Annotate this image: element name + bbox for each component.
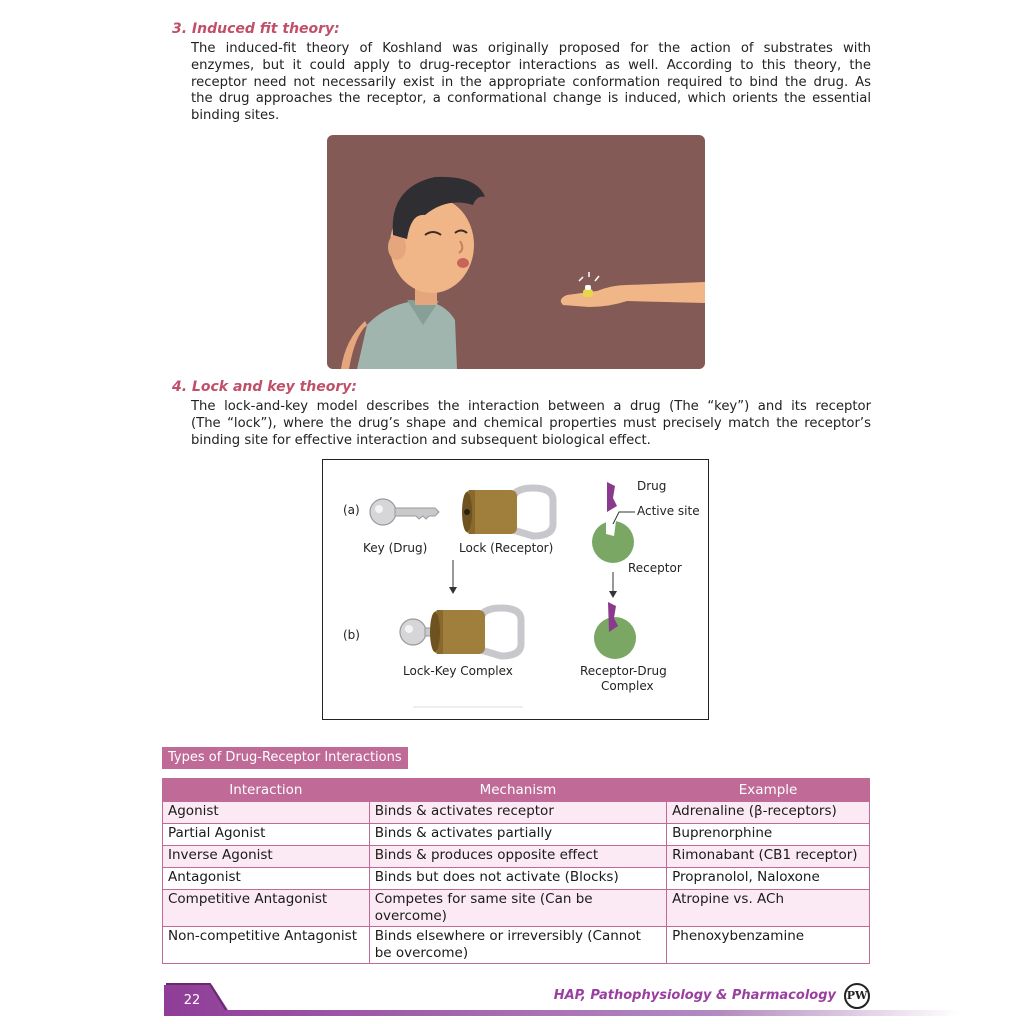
padlock-icon bbox=[462, 488, 553, 536]
text-line: the drug approaches the receptor, a conformational change is induced, which orients the essential bbox=[191, 91, 871, 107]
table-row bbox=[163, 824, 870, 846]
text-line: binding site for effective interaction and subsequent biological effect. bbox=[191, 432, 651, 448]
arrow-down-icon bbox=[609, 572, 617, 598]
paragraph-lock-and-key bbox=[191, 399, 871, 449]
label-a: (a) bbox=[343, 503, 360, 517]
table-cell: Atropine vs. ACh bbox=[667, 890, 870, 927]
lock-and-key-diagram bbox=[322, 459, 709, 720]
table-cell: Antagonist bbox=[163, 868, 370, 890]
label-receptor-drug-complex-line2: Complex bbox=[601, 679, 654, 693]
paragraph-induced-fit bbox=[191, 41, 871, 125]
table-cell: Binds elsewhere or irreversibly (Cannot be overcome) bbox=[369, 927, 666, 964]
label-drug: Drug bbox=[637, 479, 667, 493]
key-icon bbox=[370, 499, 439, 525]
label-active-site: Active site bbox=[637, 504, 700, 518]
table-row bbox=[163, 846, 870, 868]
arrow-down-icon bbox=[449, 560, 457, 594]
receptor-shape bbox=[592, 521, 634, 563]
receptor-drug-complex-shape bbox=[594, 602, 636, 659]
table-cell: Partial Agonist bbox=[163, 824, 370, 846]
label-key-drug: Key (Drug) bbox=[363, 541, 428, 555]
text-line: receptor need not necessarily exist in the appropriate conformation required to bind the drug. As bbox=[191, 74, 871, 90]
label-b: (b) bbox=[343, 628, 360, 642]
text-line: (The “lock”), where the drug’s shape and chemical properties must precisely match the receptor’s bbox=[191, 415, 871, 431]
footer-band bbox=[0, 980, 1024, 1024]
table-cell: Competitive Antagonist bbox=[163, 890, 370, 927]
table-cell: Binds & produces opposite effect bbox=[369, 846, 666, 868]
pw-logo-icon: PW bbox=[844, 983, 870, 1009]
label-lock-key-complex: Lock-Key Complex bbox=[403, 664, 513, 678]
table-cell: Binds & activates partially bbox=[369, 824, 666, 846]
book-title: HAP, Pathophysiology & Pharmacology bbox=[553, 988, 836, 1003]
column-header: Example bbox=[667, 779, 870, 802]
table-cell: Propranolol, Naloxone bbox=[667, 868, 870, 890]
table-cell: Binds & activates receptor bbox=[369, 802, 666, 824]
column-header: Mechanism bbox=[369, 779, 666, 802]
label-receptor-drug-complex: Receptor-Drug bbox=[580, 664, 667, 678]
table-cell: Inverse Agonist bbox=[163, 846, 370, 868]
page-number: 22 bbox=[183, 993, 201, 1008]
label-lock-receptor: Lock (Receptor) bbox=[459, 541, 554, 555]
text-line: binding sites. bbox=[191, 108, 280, 124]
section-title-lock-and-key: 4. Lock and key theory: bbox=[172, 379, 357, 395]
table-row bbox=[163, 927, 870, 964]
table-cell: Phenoxybenzamine bbox=[667, 927, 870, 964]
induced-fit-illustration bbox=[327, 135, 705, 369]
table-cell: Competes for same site (Can be overcome) bbox=[369, 890, 666, 927]
cartoon-man-with-pill-illustration bbox=[327, 135, 705, 369]
text-line: The lock-and-key model describes the interaction between a drug (The “key”) and its receptor bbox=[191, 399, 871, 414]
table-cell: Non-competitive Antagonist bbox=[163, 927, 370, 964]
label-receptor: Receptor bbox=[628, 561, 682, 575]
table-row bbox=[163, 868, 870, 890]
table-cell: Agonist bbox=[163, 802, 370, 824]
table-cell: Rimonabant (CB1 receptor) bbox=[667, 846, 870, 868]
table-cell: Adrenaline (β-receptors) bbox=[667, 802, 870, 824]
table-row bbox=[163, 890, 870, 927]
table-caption: Types of Drug-Receptor Interactions bbox=[162, 747, 408, 769]
text-line: The induced-fit theory of Koshland was originally proposed for the action of substrates with bbox=[191, 41, 871, 56]
section-title-induced-fit: 3. Induced fit theory: bbox=[172, 21, 340, 37]
table-cell: Buprenorphine bbox=[667, 824, 870, 846]
table-row bbox=[163, 802, 870, 824]
drug-receptor-interactions-table bbox=[162, 778, 870, 964]
table-header-row bbox=[163, 779, 870, 802]
drug-shape bbox=[607, 482, 617, 512]
table-cell: Binds but does not activate (Blocks) bbox=[369, 868, 666, 890]
text-line: enzymes, but it could apply to drug-receptor interactions as well. According to this theory, the bbox=[191, 57, 871, 73]
column-header: Interaction bbox=[163, 779, 370, 802]
lock-key-complex-icon bbox=[400, 608, 521, 656]
